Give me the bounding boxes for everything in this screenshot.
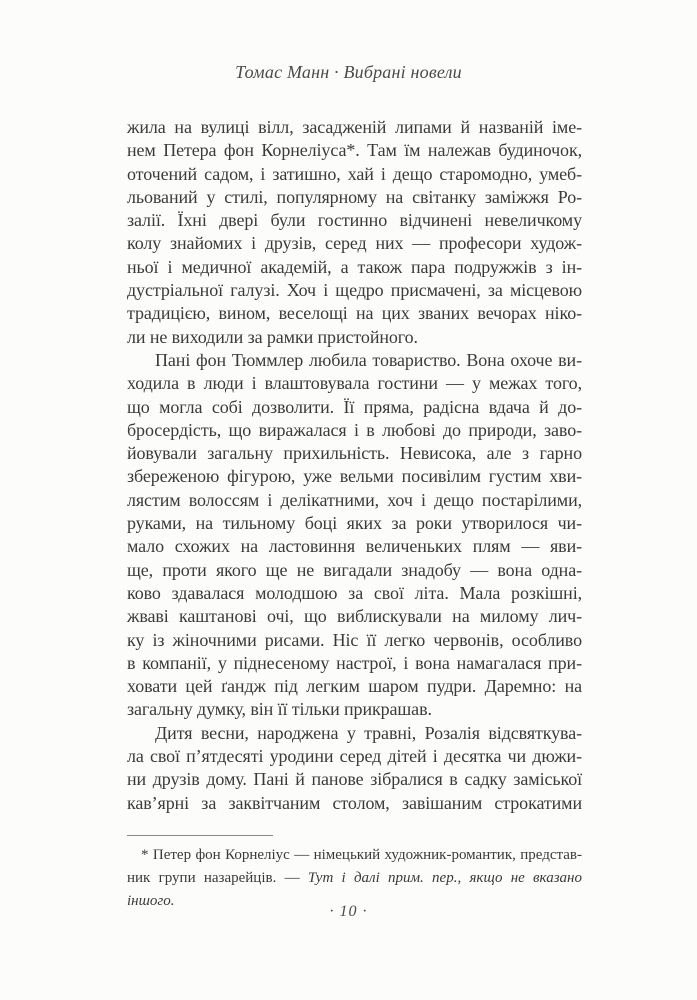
text-line: нем Петера фон Корнеліуса*. Там їм належав будиночок, [127, 140, 582, 161]
footnote-italic-text: Тут і далі прим. пер., якщо не вказано іншого. [127, 870, 582, 909]
text-line: ни друзів дому. Пані й панове зібралися в садку заміської [127, 769, 582, 790]
footnote-separator [127, 835, 273, 836]
text-line: ла свої п’ятдесяті уродини серед дітей і десятка чи дюжи- [127, 746, 582, 767]
text-line: в компанії, у піднесеному настрої, і вона намагалася при- [127, 652, 582, 673]
footnote-text: * Петер фон Корнеліус — німецький художник-романтик, представ- [141, 847, 582, 863]
text-line: збереженою фігурою, уже вельми посивілим густим хви- [127, 466, 582, 487]
text-line: ще, проти якого ще не вигадали знадобу — вона одна- [127, 559, 582, 580]
text-line: руками, на тильному боці яких за роки утворилося чи- [127, 513, 582, 534]
footnote-line [127, 844, 582, 867]
running-header: Томас Манн · Вибрані новели [235, 62, 462, 82]
text-line: ходила в люди і влаштовувала гостини — у межах того, [127, 373, 582, 394]
page-number: · 10 · [329, 903, 368, 920]
text-line: ньої і медичної академій, а також пара подружжів з ін- [127, 256, 582, 277]
body-text [127, 116, 582, 815]
text-line: Пані фон Тюммлер любила товариство. Вона охоче ви- [155, 349, 582, 370]
text-line: ховати цей ґандж під легким шаром пудри. Даремно: на [127, 676, 582, 697]
text-line: йовували загальну прихильність. Невисока, але з гарно [127, 443, 582, 464]
text-line: Дитя весни, народжена у травні, Розалія відсвяткува- [155, 722, 582, 743]
text-line: жваві каштанові очі, що виблискували на милому лич- [127, 606, 582, 627]
text-line: мало схожих на ластовиння величеньких плям — яви- [127, 536, 582, 557]
text-line: загальну думку, він її тільки прикрашав. [127, 699, 432, 720]
text-line: колу знайомих і друзів, серед них — професори худож- [127, 233, 582, 254]
text-line: ку із жіночними рисами. Ніс її легко червонів, особливо [127, 629, 582, 650]
text-line: ково здавалася молодшою за свої літа. Мала розкішні, [127, 582, 582, 603]
text-line: кав’ярні за заквітчаним столом, завішаним строкатими [127, 792, 582, 813]
text-line: що могла собі дозволити. Її пряма, радісна вдача й до- [127, 396, 582, 417]
text-line: залії. Їхні двері були гостинно відчинені невеличкому [127, 210, 582, 231]
footnote-text: ник групи назарейців. — [127, 870, 308, 886]
text-line: лястим волоссям і делікатними, хоч і дещо постарілими, [127, 489, 582, 510]
text-line: бросердість, що виражалася і в любові до природи, заво- [127, 419, 582, 440]
text-line: традицією, вином, веселощі на цих званих вечорах ніко- [127, 303, 582, 324]
text-line: дустріальної галузі. Хоч і щедро присмачені, за місцевою [127, 280, 582, 301]
text-line: оточений садом, і затишно, хай і дещо старомодно, умеб- [127, 163, 582, 184]
text-line: жила на вулиці вілл, засадженій липами й названій іме- [127, 117, 582, 137]
text-line: льований у стилі, популярному на світанку заміжжя Ро- [127, 186, 582, 207]
text-line: ли не виходили за рамки пристойного. [127, 326, 418, 347]
